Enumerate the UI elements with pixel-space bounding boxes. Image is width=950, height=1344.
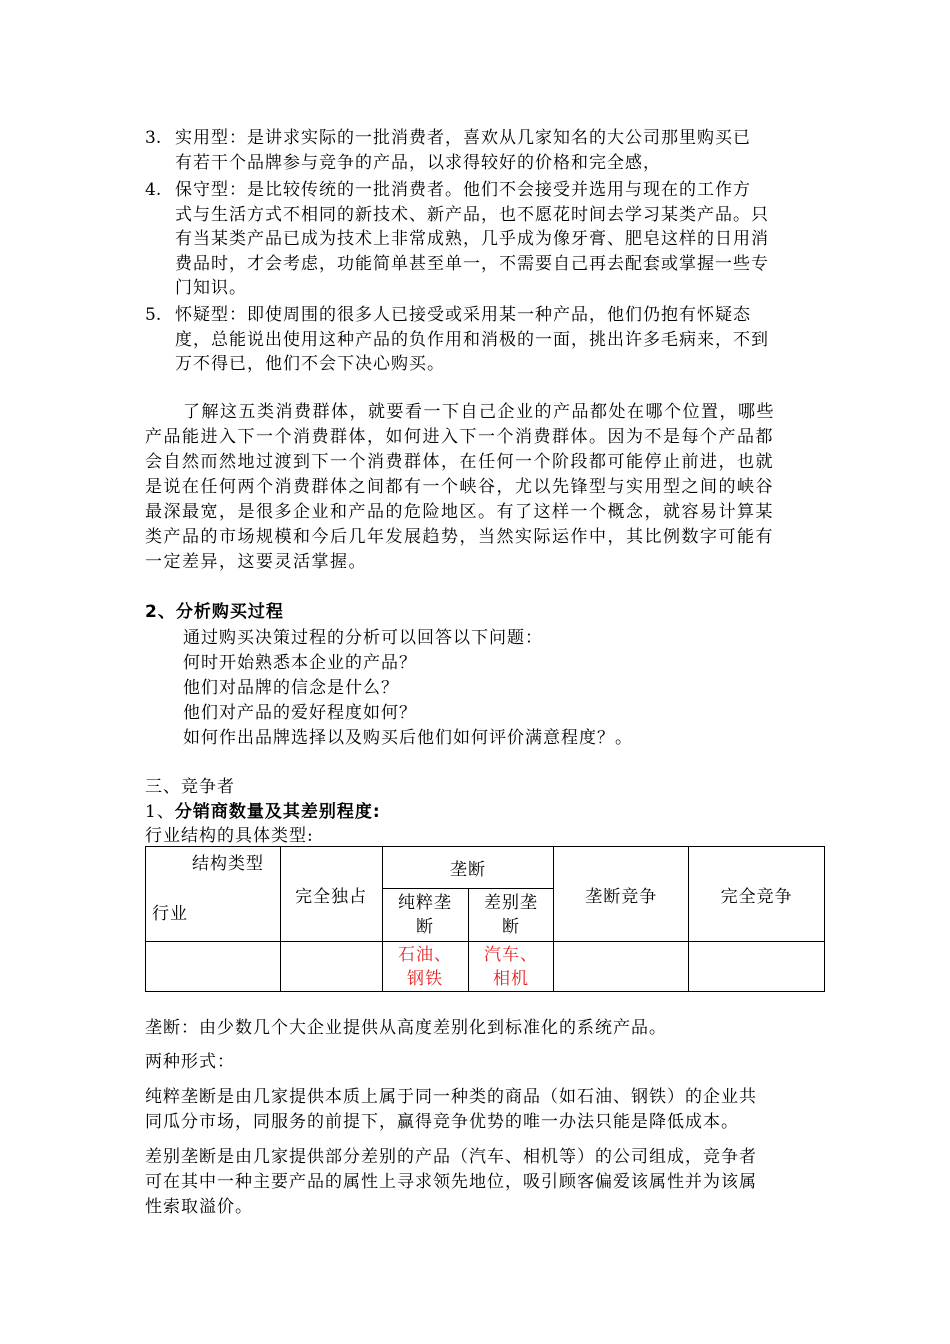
header-perfect-competition: 完全竞争 bbox=[689, 847, 825, 942]
example-line: 钢铁 bbox=[407, 968, 444, 989]
section-heading-competitors: 三、竞争者 bbox=[145, 777, 235, 797]
example-line: 汽车、 bbox=[483, 944, 538, 965]
subheading-text: 分销商数量及其差别程度: bbox=[174, 802, 381, 822]
header-differentiated-oligopoly bbox=[468, 889, 554, 942]
example-line: 相机 bbox=[492, 968, 529, 989]
purchase-question: 何时开始熟悉本企业的产品？ bbox=[183, 653, 417, 673]
paragraph-line: 类产品的市场规模和今后几年发展趋势，当然实际运作中，其比例数字可能有 bbox=[145, 527, 774, 547]
differentiated-oligopoly-line: 差别垄断是由几家提供部分差别的产品（汽车、相机等）的公司组成，竞争者 bbox=[145, 1147, 757, 1167]
list-line: 门知识。 bbox=[175, 278, 247, 298]
oligopoly-definition: 垄断：由少数几个大企业提供从高度差别化到标准化的系统产品。 bbox=[145, 1018, 667, 1038]
list-number: 3. bbox=[145, 128, 162, 148]
corner-structure-label: 结构类型 bbox=[192, 854, 264, 874]
paragraph-line: 产品能进入下一个消费群体，如何进入下一个消费群体。因为不是每个产品都 bbox=[145, 427, 774, 447]
list-line: 实用型：是讲求实际的一批消费者，喜欢从几家知名的大公司那里购买已 bbox=[175, 128, 751, 148]
list-number: 5. bbox=[145, 305, 162, 325]
pure-oligopoly-line: 纯粹垄断是由几家提供本质上属于同一种类的商品（如石油、钢铁）的企业共 bbox=[145, 1087, 757, 1107]
header-pure-line: 纯粹垄 bbox=[398, 893, 453, 914]
list-line: 有若干个品牌参与竞争的产品，以求得较好的价格和完全感， bbox=[175, 152, 661, 173]
table-caption: 行业结构的具体类型: bbox=[145, 826, 314, 846]
purchase-question: 他们对品牌的信念是什么？ bbox=[183, 678, 399, 698]
table-cell-empty bbox=[689, 942, 825, 992]
table-cell-empty bbox=[554, 942, 689, 992]
paragraph-line: 会自然而然地过渡到下一个消费群体，在任何一个阶段都可能停止前进，也就 bbox=[145, 452, 774, 472]
header-oligopoly: 垄断 bbox=[382, 847, 554, 889]
pure-oligopoly-line: 同瓜分市场，同服务的前提下，赢得竞争优势的唯一办法只能是降低成本。 bbox=[145, 1112, 739, 1132]
purchase-question: 如何作出品牌选择以及购买后他们如何评价满意程度？。 bbox=[183, 728, 633, 748]
pure-oligopoly-examples bbox=[382, 942, 468, 992]
paragraph-line: 最深最宽，是很多企业和产品的危险地区。有了这样一个概念，就容易计算某 bbox=[145, 502, 774, 522]
section-heading-purchase: 2、分析购买过程 bbox=[145, 602, 284, 622]
list-number: 4. bbox=[145, 180, 162, 200]
list-line: 费品时，才会考虑，功能简单甚至单一，不需要自己再去配套或掌握一些专 bbox=[175, 253, 769, 274]
subheading-distributors bbox=[145, 800, 381, 824]
subheading-number: 1、 bbox=[145, 802, 175, 822]
header-diff-line: 断 bbox=[501, 917, 520, 938]
differentiated-oligopoly-line: 性索取溢价。 bbox=[145, 1197, 253, 1217]
list-line: 有当某类产品已成为技术上非常成熟，几乎成为像牙膏、肥皂这样的日用消 bbox=[175, 229, 769, 249]
differentiated-oligopoly-line: 可在其中一种主要产品的属性上寻求领先地位，吸引顾客偏爱该属性并为该属 bbox=[145, 1172, 757, 1192]
header-monopolistic-competition: 垄断竞争 bbox=[554, 847, 689, 942]
list-line: 怀疑型：即使周围的很多人已接受或采用某一种产品，他们仍抱有怀疑态 bbox=[175, 305, 751, 325]
header-pure-line: 断 bbox=[416, 917, 435, 938]
list-line: 保守型：是比较传统的一批消费者。他们不会接受并选用与现在的工作方 bbox=[175, 180, 751, 200]
header-pure-oligopoly bbox=[382, 889, 468, 942]
two-forms-label: 两种形式： bbox=[145, 1052, 235, 1072]
paragraph-line: 了解这五类消费群体，就要看一下自己企业的产品都处在哪个位置，哪些 bbox=[183, 402, 775, 422]
table-cell-empty bbox=[280, 942, 382, 992]
table-corner-cell bbox=[146, 847, 281, 942]
paragraph-line: 是说在任何两个消费群体之间都有一个峡谷，尤以先锋型与实用型之间的峡谷 bbox=[145, 477, 774, 497]
header-complete-monopoly: 完全独占 bbox=[280, 847, 382, 942]
header-diff-line: 差别垄 bbox=[483, 893, 538, 914]
purchase-question: 他们对产品的爱好程度如何？ bbox=[183, 703, 417, 723]
list-line: 度，总能说出使用这种产品的负作用和消极的一面，挑出许多毛病来，不到 bbox=[175, 329, 769, 350]
corner-industry-label: 行业 bbox=[152, 904, 188, 924]
differentiated-oligopoly-examples bbox=[468, 942, 554, 992]
industry-structure-table bbox=[145, 846, 825, 992]
list-line: 式与生活方式不相同的新技术、新产品，也不愿花时间去学习某类产品。只 bbox=[175, 204, 769, 225]
list-line: 万不得已，他们不会下决心购买。 bbox=[175, 354, 445, 374]
example-line: 石油、 bbox=[398, 944, 453, 965]
table-cell-empty bbox=[146, 942, 281, 992]
purchase-intro: 通过购买决策过程的分析可以回答以下问题： bbox=[183, 628, 543, 648]
paragraph-line: 一定差异，这要灵活掌握。 bbox=[145, 552, 367, 572]
